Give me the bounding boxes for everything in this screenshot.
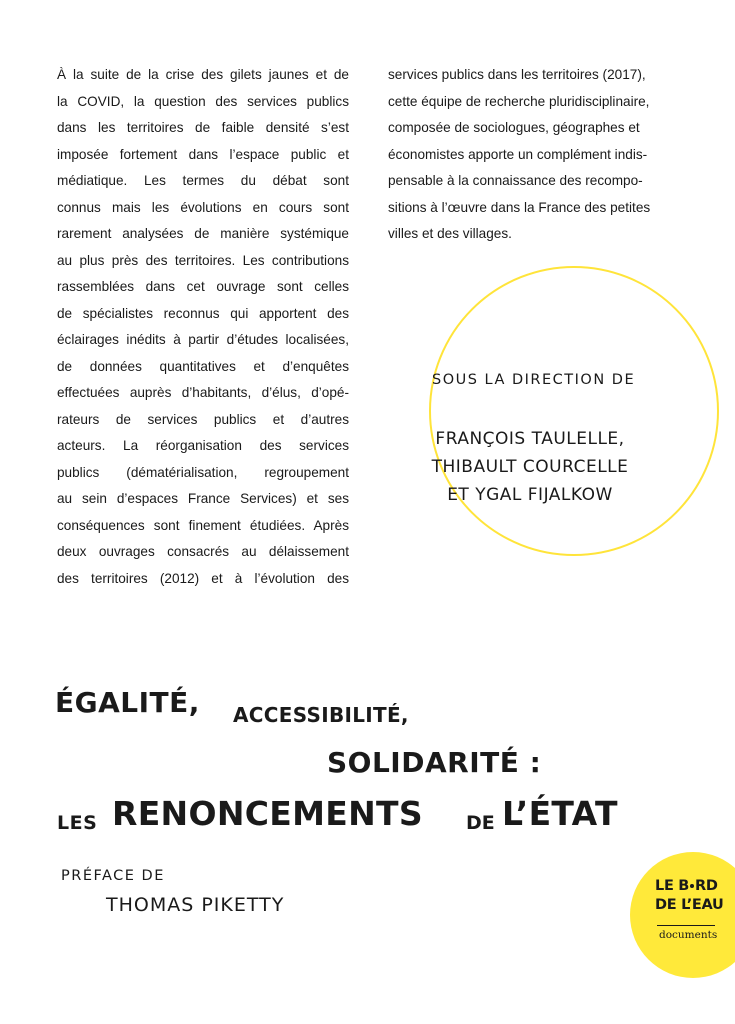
editors-list — [380, 425, 680, 509]
preface-author: THOMAS PIKETTY — [106, 894, 285, 916]
direction-label: SOUS LA DIRECTION DE — [432, 372, 636, 388]
logo-divider — [657, 925, 715, 926]
blurb-line: acteurs. La réorganisation des services — [57, 438, 349, 453]
preface-label: PRÉFACE DE — [61, 868, 165, 884]
blurb-right-column — [388, 62, 690, 248]
blurb-line: rassemblées dans cet ouvrage sont celles — [57, 279, 349, 294]
blurb-line: au plus près des territoires. Les contributions — [57, 252, 349, 268]
blurb-line: services publics dans les territoires (2017), — [388, 67, 646, 82]
yellow-ring-decoration — [429, 266, 719, 556]
title-word-les: LES — [57, 812, 98, 834]
blurb-line: au sein d’espaces France Services) et ses — [57, 491, 349, 506]
publisher-logo-disc — [630, 852, 735, 978]
blurb-line: composée de sociologues, géographes et — [388, 120, 640, 135]
blurb-line: dans les territoires de faible densité s’est — [57, 120, 349, 135]
blurb-left-column — [57, 62, 349, 592]
blurb-line: des territoires (2012) et à l’évolution des — [57, 570, 349, 586]
blurb-line: deux ouvrages consacrés au délaissement — [57, 544, 349, 559]
blurb-line: effectuées auprès d’habitants, d’élus, d’opé- — [57, 385, 349, 400]
blurb-line: pensable à la connaissance des recompo- — [388, 173, 643, 188]
title-word-egalite: ÉGALITÉ, — [55, 686, 200, 719]
blurb-line: villes et des villages. — [388, 226, 512, 241]
title-word-solidarite: SOLIDARITÉ : — [327, 746, 542, 779]
logo-text: RD — [695, 878, 718, 894]
blurb-line: économistes apporte un complément indis- — [388, 146, 648, 162]
publisher-collection: documents — [659, 929, 718, 941]
publisher-logo-line1 — [655, 878, 718, 894]
blurb-line: sitions à l’œuvre dans la France des petites — [388, 199, 651, 215]
blurb-line: médiatique. Les termes du débat sont — [57, 173, 349, 188]
blurb-line: éclairages inédits à partir d’études localisées, — [57, 332, 349, 347]
blurb-line: publics (dématérialisation, regroupement — [57, 464, 349, 480]
logo-dot-icon — [690, 884, 694, 888]
blurb-line: de spécialistes reconnus qui apportent des — [57, 305, 349, 321]
editor-name: THIBAULT COURCELLE — [431, 457, 629, 477]
editor-name: ET YGAL FIJALKOW — [447, 485, 613, 505]
blurb-line: À la suite de la crise des gilets jaunes et de — [57, 67, 349, 82]
blurb-line: la COVID, la question des services publics — [57, 93, 349, 109]
blurb-line: conséquences sont finement étudiées. Après — [57, 517, 349, 533]
publisher-logo-line2: DE L’EAU — [655, 897, 724, 913]
title-word-de: DE — [466, 812, 495, 834]
editor-name: FRANÇOIS TAULELLE, — [435, 429, 625, 449]
blurb-line: imposée fortement dans l’espace public et — [57, 146, 349, 162]
logo-text: LE B — [655, 878, 690, 894]
blurb-line: rateurs de services publics et d’autres — [57, 411, 349, 427]
blurb-line: de données quantitatives et d’enquêtes — [57, 358, 349, 374]
blurb-line: rarement analysées de manière systémique — [57, 226, 349, 241]
title-word-accessibilite: ACCESSIBILITÉ, — [233, 703, 409, 727]
blurb-line: connus mais les évolutions en cours sont — [57, 199, 349, 215]
title-word-renoncements: RENONCEMENTS — [112, 794, 423, 833]
title-word-etat: L’ÉTAT — [502, 794, 618, 833]
blurb-line: cette équipe de recherche pluridisciplinaire, — [388, 93, 650, 109]
